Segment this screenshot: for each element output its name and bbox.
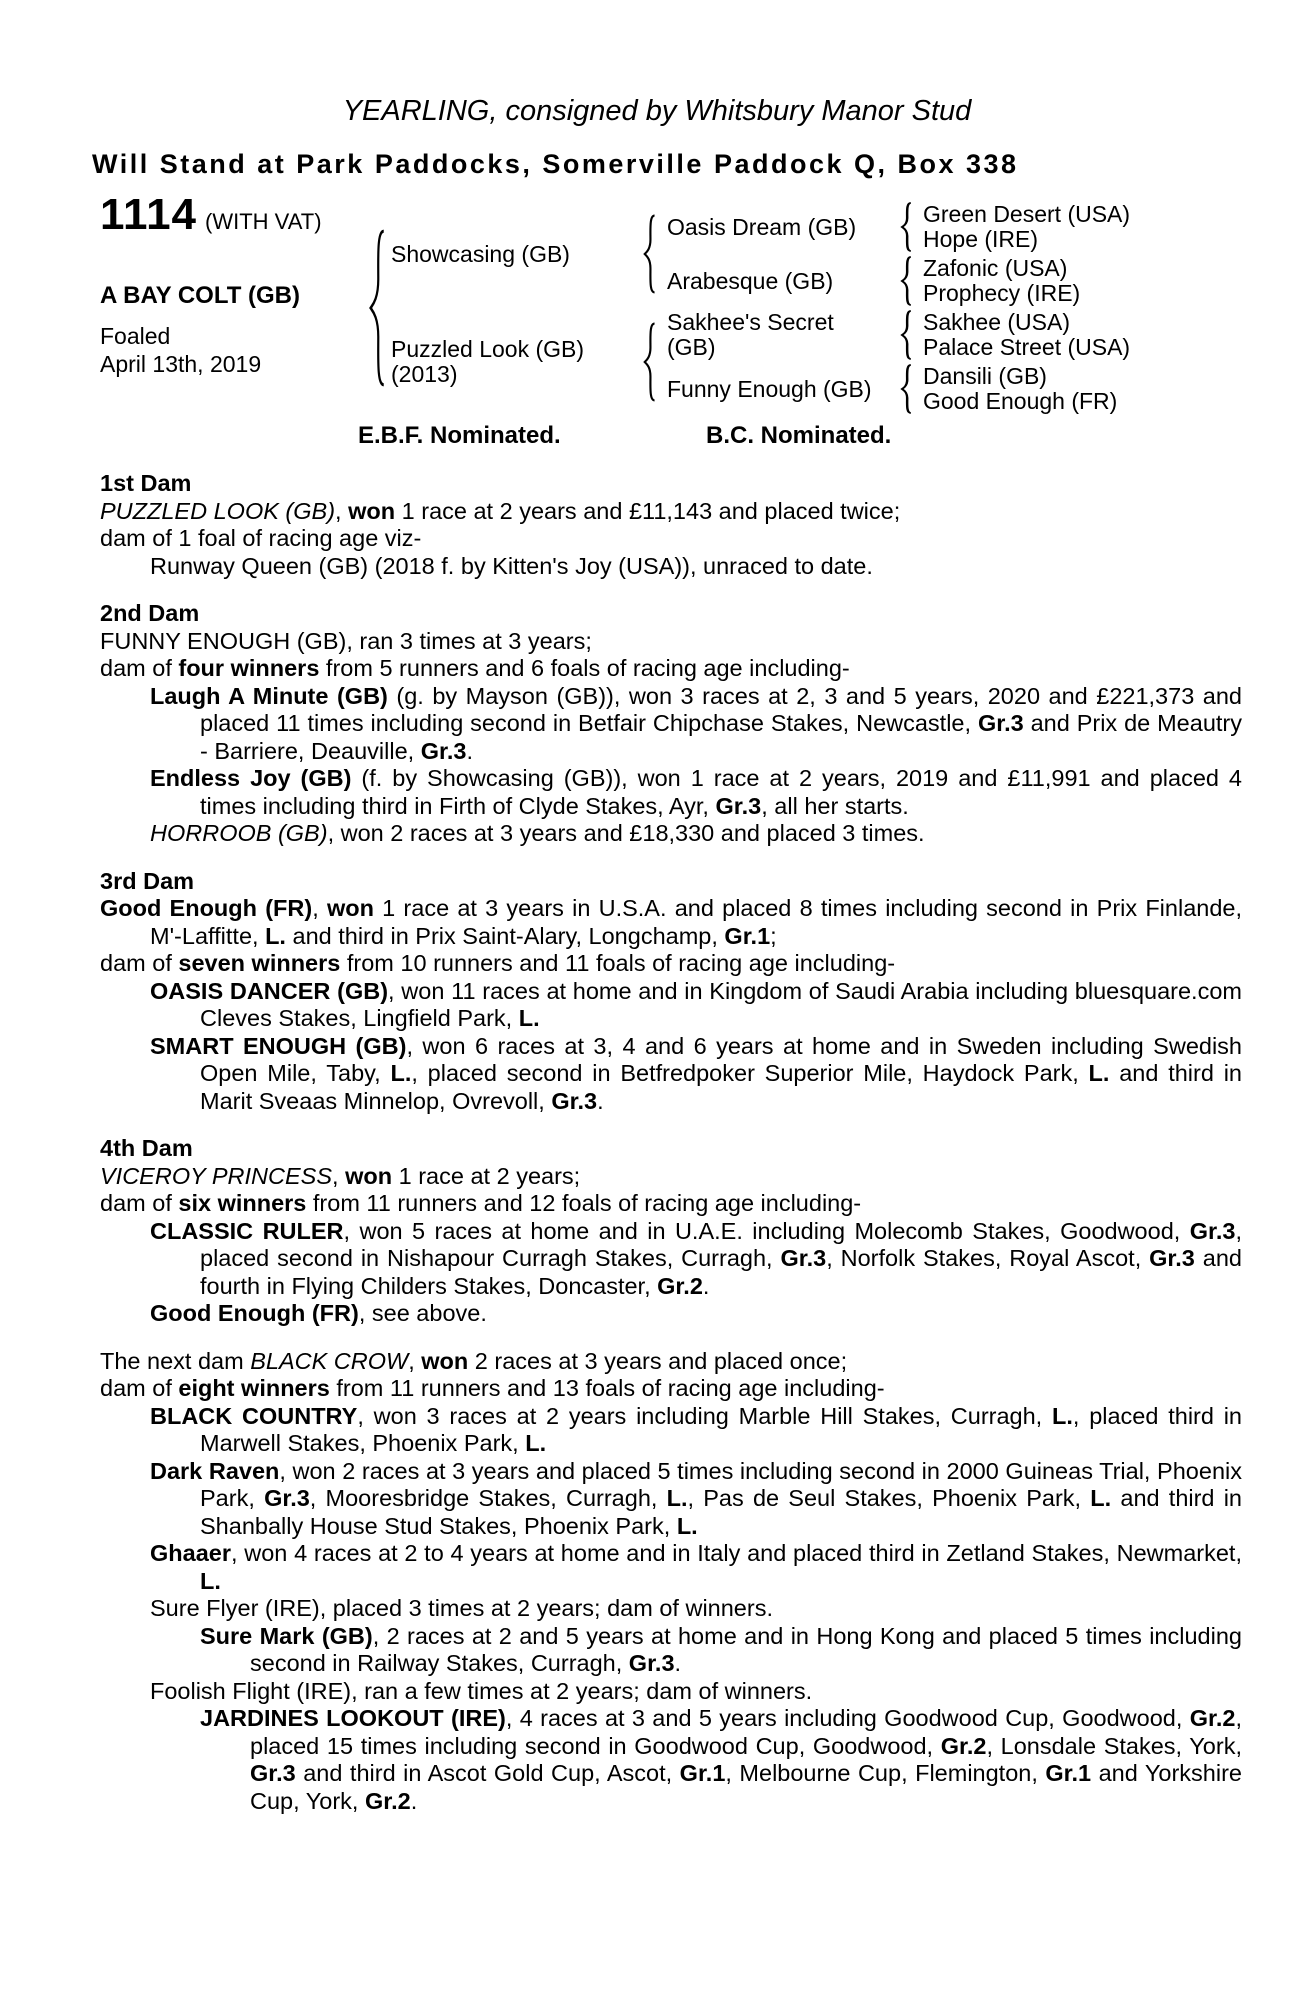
dam-section-heading: 2nd Dam bbox=[100, 600, 200, 626]
text-run: , bbox=[332, 1162, 346, 1189]
pedigree-paragraph bbox=[100, 1190, 1242, 1218]
text-run: Laugh A Minute (GB) bbox=[150, 682, 388, 709]
text-run: won bbox=[348, 497, 396, 524]
great-grandparents bbox=[913, 310, 1130, 360]
pedigree-tree bbox=[387, 202, 1260, 414]
grandsire-name-line2: (GB) bbox=[667, 334, 716, 360]
granddam-row bbox=[657, 256, 1130, 306]
page-title: YEARLING, consigned by Whitsbury Manor Stud bbox=[342, 95, 972, 127]
text-run: Gr.1 bbox=[1045, 1760, 1092, 1786]
pedigree-text bbox=[100, 470, 1242, 1815]
pedigree-paragraph bbox=[100, 950, 1242, 978]
dam-name: Puzzled Look (GB) bbox=[391, 336, 585, 362]
pedigree-brace-icon bbox=[639, 322, 657, 402]
text-run: six winners bbox=[178, 1190, 307, 1216]
text-run: , won 4 races at 2 to 4 years at home and in Italy and placed third in Zetland Stakes, Newmarket, bbox=[231, 1540, 1242, 1566]
sire-name: Showcasing (GB) bbox=[391, 240, 570, 267]
granddam-cell bbox=[657, 377, 897, 402]
lot-number-line bbox=[100, 190, 322, 239]
text-run: , won 11 races at home and in Kingdom of Saudi Arabia including bluesquare.com Cleves Stakes, Lingfield Park, bbox=[200, 977, 1242, 1031]
great-grandsire-name: Green Desert (USA) bbox=[923, 201, 1131, 227]
text-run: Gr.3 bbox=[780, 1245, 827, 1271]
text-run: Good Enough (FR) bbox=[100, 895, 313, 921]
text-run: The next dam bbox=[100, 1347, 251, 1374]
text-run: Gr.3 bbox=[977, 710, 1024, 736]
great-grandparents bbox=[913, 364, 1117, 414]
grandsire-name: Oasis Dream (GB) bbox=[667, 213, 857, 240]
pedigree-paragraph bbox=[100, 525, 1242, 553]
text-run: and third in Marit Sveaas Minnelop, Ovrevoll, bbox=[200, 1060, 1242, 1114]
pedigree-brace-icon bbox=[897, 310, 913, 360]
text-run: Sure Flyer (IRE), placed 3 times at 2 years; dam of winners. bbox=[150, 1595, 773, 1621]
pedigree-paragraph bbox=[100, 1033, 1242, 1116]
text-run: Gr.3 bbox=[420, 737, 467, 764]
text-run: Gr.3 bbox=[264, 1485, 310, 1511]
grandsire-row bbox=[657, 202, 1130, 252]
great-grandparents bbox=[913, 202, 1130, 252]
text-run: SMART ENOUGH (GB) bbox=[150, 1032, 407, 1059]
pedigree-paragraph bbox=[100, 765, 1242, 820]
dam-grandparents bbox=[657, 310, 1130, 414]
granddam-cell bbox=[657, 269, 897, 294]
pedigree-paragraph bbox=[100, 1348, 1242, 1376]
great-granddam-name: Palace Street (USA) bbox=[923, 334, 1131, 360]
sire-cell bbox=[387, 242, 639, 267]
pedigree-paragraph bbox=[100, 820, 1242, 848]
text-run: Gr.3 bbox=[1149, 1245, 1195, 1271]
text-run: dam of bbox=[100, 655, 179, 681]
text-run: BLACK COUNTRY bbox=[150, 1402, 358, 1429]
text-run: 1 race at 2 years; bbox=[392, 1162, 581, 1189]
text-run: , all her starts. bbox=[761, 792, 909, 819]
text-run: , Norfolk Stakes, Royal Ascot, bbox=[826, 1245, 1150, 1271]
text-run: JARDINES LOOKOUT (IRE) bbox=[200, 1705, 506, 1731]
dam-section-heading: 3rd Dam bbox=[100, 867, 195, 894]
text-run: Endless Joy (GB) bbox=[150, 765, 352, 791]
lot-number: 1114 bbox=[100, 190, 198, 239]
text-run: L. bbox=[390, 1060, 412, 1086]
pedigree-paragraph bbox=[100, 978, 1242, 1033]
horse-description: A BAY COLT (GB) bbox=[100, 282, 301, 309]
granddam-name: Funny Enough (GB) bbox=[667, 375, 872, 402]
text-run: , placed second in Betfredpoker Superior Mile, Haydock Park, bbox=[411, 1060, 1089, 1086]
text-run: and third in Shanbally House Stud Stakes, Phoenix Park, bbox=[200, 1485, 1242, 1539]
text-run: . bbox=[702, 1272, 710, 1299]
text-run: Gr.3 bbox=[1189, 1217, 1236, 1244]
text-run: from 11 runners and 13 foals of racing age including- bbox=[329, 1375, 885, 1401]
text-run: Gr.2 bbox=[940, 1732, 987, 1759]
text-run: and third in Ascot Gold Cup, Ascot, bbox=[295, 1760, 680, 1786]
dam-section bbox=[100, 868, 1242, 1116]
dam-branch bbox=[387, 310, 1260, 414]
pedigree-brace-icon bbox=[639, 214, 657, 294]
pedigree-brace-icon bbox=[897, 364, 913, 414]
text-run: BLACK CROW bbox=[250, 1347, 409, 1374]
text-run: L. bbox=[1090, 1485, 1112, 1511]
text-run: Gr.3 bbox=[250, 1760, 296, 1786]
text-run: won bbox=[421, 1347, 469, 1374]
text-run: , won 6 races at 3, 4 and 6 years at home and in Sweden including Swedish Open Mile, Taby, bbox=[200, 1032, 1242, 1086]
dam-section bbox=[100, 470, 1242, 580]
text-run: , bbox=[408, 1347, 422, 1374]
text-run: four winners bbox=[178, 655, 320, 681]
grandsire-row bbox=[657, 310, 1130, 360]
pedigree-paragraph bbox=[100, 1403, 1242, 1458]
text-run: L. bbox=[518, 1005, 540, 1031]
vat-note: (WITH VAT) bbox=[205, 209, 322, 234]
pedigree-paragraph bbox=[100, 1623, 1242, 1678]
text-run: 1 race at 2 years and £11,143 and placed twice; bbox=[395, 497, 901, 524]
text-run: from 5 runners and 6 foals of racing age including- bbox=[319, 655, 850, 681]
dam-section-heading: 4th Dam bbox=[100, 1135, 193, 1161]
text-run: dam of bbox=[100, 1190, 179, 1216]
text-run: PUZZLED LOOK (GB) bbox=[100, 497, 336, 524]
pedigree-brace-icon bbox=[363, 228, 387, 388]
text-run: 2 races at 3 years and placed once; bbox=[468, 1347, 848, 1374]
text-run: Runway Queen (GB) (2018 f. by Kitten's Joy (USA)), unraced to date. bbox=[150, 552, 873, 579]
text-run: L. bbox=[666, 1485, 688, 1511]
text-run: Dark Raven bbox=[150, 1457, 280, 1484]
text-run: , bbox=[312, 895, 327, 921]
foaled-label: Foaled bbox=[100, 323, 171, 349]
pedigree-paragraph bbox=[100, 1375, 1242, 1403]
great-granddam-name: Prophecy (IRE) bbox=[923, 280, 1081, 306]
text-run: ; bbox=[770, 922, 777, 949]
great-grandsire-name: Zafonic (USA) bbox=[923, 255, 1068, 281]
text-run: L. bbox=[1052, 1402, 1073, 1429]
pedigree-paragraph bbox=[100, 1540, 1242, 1595]
text-run: Foolish Flight (IRE), ran a few times at 2 years; dam of winners. bbox=[150, 1677, 813, 1704]
sire-branch bbox=[387, 202, 1260, 306]
text-run: Gr.3 bbox=[551, 1087, 598, 1114]
pedigree-brace-icon bbox=[897, 256, 913, 306]
text-run: Gr.3 bbox=[715, 792, 762, 819]
text-run: FUNNY ENOUGH (GB), ran 3 times at 3 years; bbox=[100, 627, 592, 654]
text-run: Gr.3 bbox=[628, 1650, 675, 1676]
pedigree-paragraph bbox=[100, 895, 1242, 950]
dam-year: (2013) bbox=[391, 361, 458, 387]
dam-section bbox=[100, 1348, 1242, 1816]
stand-location-line: Will Stand at Park Paddocks, Somerville Paddock Q, Box 338 bbox=[92, 149, 1019, 179]
great-granddam-name: Good Enough (FR) bbox=[923, 388, 1118, 414]
pedigree-paragraph bbox=[100, 1300, 1242, 1328]
dam-section-heading: 1st Dam bbox=[100, 470, 192, 496]
text-run: Sure Mark (GB) bbox=[200, 1622, 373, 1649]
text-run: eight winners bbox=[178, 1375, 330, 1401]
pedigree-paragraph bbox=[100, 553, 1242, 581]
lot-info bbox=[100, 190, 363, 414]
bc-nominated-label: B.C. Nominated. bbox=[706, 422, 892, 449]
text-run: HORROOB (GB) bbox=[150, 820, 328, 846]
text-run: CLASSIC RULER bbox=[150, 1217, 344, 1244]
text-run: , bbox=[335, 497, 349, 524]
text-run: and fourth in Flying Childers Stakes, Doncaster, bbox=[200, 1245, 1242, 1299]
text-run: , won 5 races at home and in U.A.E. including Molecomb Stakes, Goodwood, bbox=[343, 1217, 1190, 1244]
text-run: , Lonsdale Stakes, York, bbox=[986, 1732, 1242, 1759]
pedigree-paragraph bbox=[100, 1218, 1242, 1301]
granddam-row bbox=[657, 364, 1130, 414]
nominations-line bbox=[100, 422, 1260, 452]
great-grandsire-name: Sakhee (USA) bbox=[923, 309, 1071, 335]
pedigree-paragraph bbox=[100, 1163, 1242, 1191]
pedigree-paragraph bbox=[100, 1595, 1242, 1623]
text-run: , won 3 races at 2 years including Marble Hill Stakes, Curragh, bbox=[357, 1402, 1052, 1429]
text-run: Good Enough (FR) bbox=[150, 1300, 359, 1326]
text-run: and third in Prix Saint-Alary, Longchamp, bbox=[285, 922, 725, 949]
text-run: . bbox=[597, 1087, 604, 1114]
grandsire-cell bbox=[657, 215, 897, 240]
text-run: . bbox=[674, 1650, 682, 1676]
pedigree-paragraph bbox=[100, 1705, 1242, 1815]
granddam-name: Arabesque (GB) bbox=[667, 267, 834, 294]
text-run: , won 2 races at 3 years and placed 5 times including second in 2000 Guineas Trial, Phoenix Park, bbox=[200, 1457, 1242, 1511]
text-run: L. bbox=[525, 1430, 547, 1456]
dam-cell bbox=[387, 337, 639, 387]
text-run: , Mooresbridge Stakes, Curragh, bbox=[309, 1485, 667, 1511]
pedigree-paragraph bbox=[100, 655, 1242, 683]
text-run: Gr.2 bbox=[657, 1272, 703, 1299]
text-run: 1 race at 3 years in U.S.A. and placed 8 times including second in Prix Finlande, M'-Laffitte, bbox=[150, 895, 1243, 949]
text-run: (g. by Mayson (GB)), won 3 races at 2, 3 and 5 years, 2020 and £221,373 and placed 11 times including second in Betfair Chipchase Stakes, Newcastle, bbox=[200, 682, 1242, 736]
text-run: OASIS DANCER (GB) bbox=[150, 977, 389, 1004]
great-grandsire-name: Dansili (GB) bbox=[923, 363, 1047, 389]
dam-section bbox=[100, 600, 1242, 848]
ebf-nominated-label: E.B.F. Nominated. bbox=[358, 422, 561, 449]
text-run: Ghaaer bbox=[150, 1540, 231, 1566]
text-run: seven winners bbox=[178, 950, 341, 976]
text-run: and Yorkshire Cup, York, bbox=[250, 1760, 1242, 1814]
text-run: , placed 15 times including second in Goodwood Cup, Goodwood, bbox=[250, 1705, 1242, 1759]
text-run: Gr.2 bbox=[364, 1787, 411, 1814]
text-run: , placed second in Nishapour Curragh Stakes, Curragh, bbox=[200, 1217, 1242, 1271]
text-run: L. bbox=[200, 1567, 221, 1594]
grandsire-cell bbox=[657, 310, 897, 360]
pedigree-table bbox=[100, 190, 1260, 414]
sire-grandparents bbox=[657, 202, 1130, 306]
text-run: , 2 races at 2 and 5 years at home and in Hong Kong and placed 5 times including second in Railway Stakes, Curragh, bbox=[250, 1622, 1242, 1676]
text-run: L. bbox=[676, 1512, 698, 1539]
text-run: L. bbox=[1088, 1060, 1110, 1086]
foaled-date: April 13th, 2019 bbox=[100, 351, 262, 377]
pedigree-paragraph bbox=[100, 628, 1242, 656]
text-run: VICEROY PRINCESS bbox=[100, 1162, 333, 1189]
pedigree-paragraph bbox=[100, 683, 1242, 766]
text-run: , placed third in Marwell Stakes, Phoenix Park, bbox=[200, 1402, 1243, 1456]
text-run: , see above. bbox=[358, 1300, 487, 1326]
text-run: , Melbourne Cup, Flemington, bbox=[725, 1760, 1046, 1786]
text-run: . bbox=[466, 737, 473, 764]
great-granddam-name: Hope (IRE) bbox=[923, 226, 1039, 252]
text-run: dam of bbox=[100, 950, 179, 976]
text-run: Gr.2 bbox=[1189, 1705, 1236, 1731]
pedigree-paragraph bbox=[100, 498, 1242, 526]
text-run: , Pas de Seul Stakes, Phoenix Park, bbox=[687, 1485, 1091, 1511]
grandsire-name: Sakhee's Secret bbox=[667, 309, 834, 335]
text-run: won bbox=[345, 1162, 393, 1189]
text-run: won bbox=[326, 895, 374, 921]
pedigree-paragraph bbox=[100, 1458, 1242, 1541]
text-run: , 4 races at 3 and 5 years including Goodwood Cup, Goodwood, bbox=[505, 1705, 1190, 1731]
pedigree-paragraph bbox=[100, 1678, 1242, 1706]
text-run: dam of 1 foal of racing age viz- bbox=[100, 525, 422, 551]
text-run: from 11 runners and 12 foals of racing age including- bbox=[306, 1190, 862, 1216]
pedigree-brace-icon bbox=[897, 202, 913, 252]
great-grandparents bbox=[913, 256, 1080, 306]
text-run: and Prix de Meautry - Barriere, Deauville, bbox=[200, 710, 1243, 764]
text-run: from 10 runners and 11 foals of racing age including- bbox=[340, 950, 896, 976]
dam-section bbox=[100, 1135, 1242, 1328]
text-run: (f. by Showcasing (GB)), won 1 race at 2 years, 2019 and £11,991 and placed 4 times including third in Firth of Clyde Stakes, Ayr, bbox=[200, 765, 1242, 819]
text-run: . bbox=[410, 1787, 418, 1814]
text-run: , won 2 races at 3 years and £18,330 and placed 3 times. bbox=[327, 820, 925, 846]
text-run: Gr.1 bbox=[679, 1760, 726, 1786]
text-run: dam of bbox=[100, 1375, 179, 1401]
text-run: L. bbox=[265, 922, 286, 949]
text-run: Gr.1 bbox=[724, 922, 771, 949]
